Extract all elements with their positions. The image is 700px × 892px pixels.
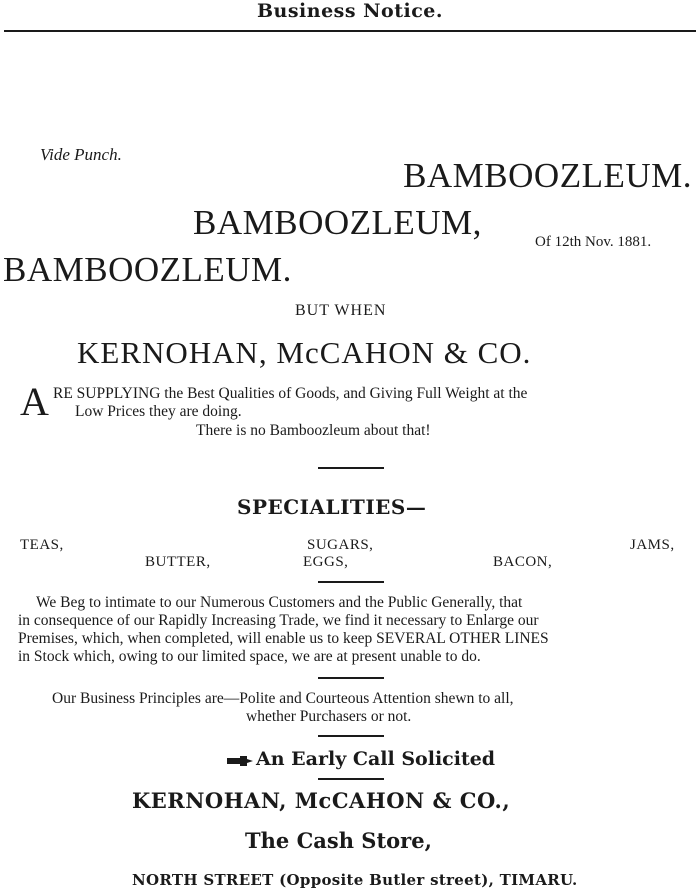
notice-line-3: Premises, which, when completed, will enable us to keep SEVERAL OTHER LINES bbox=[18, 630, 549, 647]
notice-heading: Business Notice. bbox=[256, 0, 443, 22]
divider-2 bbox=[318, 581, 384, 583]
supply-line-2: Low Prices they are doing. bbox=[75, 403, 242, 420]
item-butter: BUTTER, bbox=[145, 554, 211, 570]
drop-cap: A bbox=[20, 379, 49, 424]
header-rule bbox=[4, 30, 696, 32]
item-sugars: SUGARS, bbox=[307, 537, 374, 553]
supply-line-3: There is no Bamboozleum about that! bbox=[196, 422, 431, 439]
date-note: Of 12th Nov. 1881. bbox=[535, 234, 652, 250]
principles-line-2: whether Purchasers or not. bbox=[246, 708, 412, 725]
store-address: NORTH STREET (Opposite Butler street), TIMARU. bbox=[132, 871, 578, 889]
firm-name-footer: KERNOHAN, McCAHON & CO., bbox=[132, 788, 511, 813]
early-call-row bbox=[226, 748, 495, 770]
bamboozleum-line-2: BAMBOOZLEUM, bbox=[193, 203, 482, 242]
notice-line-4: in Stock which, owing to our limited space, we are at present unable to do. bbox=[18, 648, 481, 665]
principles-line-1: Our Business Principles are—Polite and Courteous Attention shewn to all, bbox=[52, 690, 514, 707]
bamboozleum-line-3: BAMBOOZLEUM. bbox=[3, 250, 292, 289]
firm-name-headline: KERNOHAN, McCAHON & CO. bbox=[77, 335, 532, 370]
pointing-hand-icon bbox=[226, 754, 254, 768]
divider-5 bbox=[318, 778, 384, 780]
divider-1 bbox=[318, 467, 384, 469]
item-eggs: EGGS, bbox=[303, 554, 349, 570]
vide-punch: Vide Punch. bbox=[40, 145, 122, 164]
supply-line-1: RE SUPPLYING the Best Qualities of Goods, and Giving Full Weight at the bbox=[53, 385, 528, 402]
store-name: The Cash Store, bbox=[245, 828, 432, 853]
divider-3 bbox=[318, 677, 384, 679]
item-teas: TEAS, bbox=[20, 537, 64, 553]
bamboozleum-line-1: BAMBOOZLEUM. bbox=[403, 156, 692, 195]
notice-line-1: We Beg to intimate to our Numerous Customers and the Public Generally, that bbox=[36, 594, 523, 611]
divider-4 bbox=[318, 735, 384, 737]
item-jams: JAMS, bbox=[630, 537, 675, 553]
notice-line-2: in consequence of our Rapidly Increasing Trade, we find it necessary to Enlarge our bbox=[18, 612, 539, 629]
item-bacon: BACON, bbox=[493, 554, 553, 570]
but-when: BUT WHEN bbox=[295, 302, 387, 319]
specialities-title: SPECIALITIES— bbox=[237, 495, 427, 519]
early-call-text: An Early Call Solicited bbox=[256, 748, 496, 770]
